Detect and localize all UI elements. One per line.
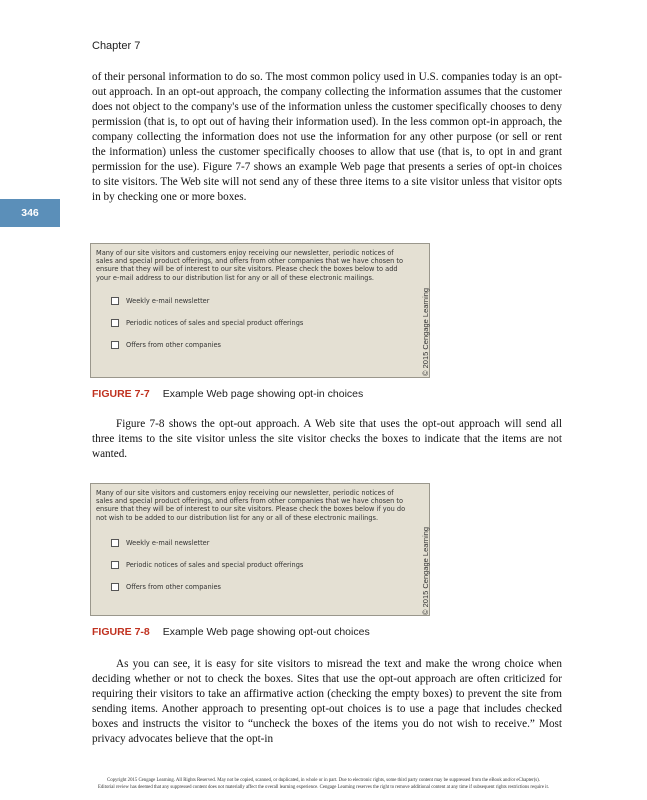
body-paragraph-figure-7-8: Figure 7-8 shows the opt-out approach. A Web site that uses the opt-out approach will send all three items to the site visitor unless the site visitor checks the boxes to indicate that the items are not wanted. (92, 418, 562, 460)
copyright-line-2: Editorial review has deemed that any suppressed content does not materially affect the overall learning experience. Cengage Learning reserves the right to remove additional content at any time if subsequent rights restrictions require it. (97, 784, 550, 790)
opt-out-newsletter-option[interactable] (111, 538, 424, 548)
opt-out-form-intro: Many of our site visitors and customers enjoy receiving our newsletter, periodic notices of sales and special product offerings, and offers from other companies that we have chosen to ensure that they will be of interest to our site visitors. Please check the boxes below if you do not wish to be added to our distribution list for any or all of these electronic mailings. (96, 489, 406, 522)
opt-out-sales-notices-option[interactable] (111, 560, 424, 570)
checkbox[interactable] (111, 561, 119, 569)
chapter-header: Chapter 7 (92, 40, 141, 52)
option-label: Weekly e-mail newsletter (126, 538, 210, 547)
figure-caption-text: Example Web page showing opt-in choices (162, 388, 364, 400)
figure-credit: © 2015 Cengage Learning (421, 526, 430, 615)
option-label: Periodic notices of sales and special product offerings (126, 560, 304, 569)
option-label: Offers from other companies (126, 340, 221, 349)
figure-7-8-opt-out-form (90, 483, 430, 616)
checkbox[interactable] (111, 319, 119, 327)
body-paragraph-misreading: As you can see, it is easy for site visitors to misread the text and make the wrong choice when deciding whether or not to check the boxes. Sites that use the opt-out approach are often criticized for requiring their visitors to take an affirmative action (checking the empty boxes) to prevent the site from sending items. Another approach to presenting opt-out choices is to use a page that includes checked boxes and instructs the visitor to “uncheck the boxes of the items you do not wish to receive.” Most privacy advocates believe that the opt-in (92, 658, 562, 745)
option-label: Periodic notices of sales and special product offerings (126, 318, 304, 327)
checkbox[interactable] (111, 583, 119, 591)
body-paragraph-opt-in-opt-out: of their personal information to do so. The most common policy used in U.S. companies today is an opt-out approach. In an opt-out approach, the company collecting the information assumes that the customer does not object to the company's use of the information unless the customer specifically chooses to deny permission (that is, to opt out of having their information used). In the less common opt-in approach, the company collecting the information does not use the information for any other purpose (or sell or rent the information) unless the customer specifically chooses to allow that use (that is, to opt in and grant permission for the use). Figure 7-7 shows an example Web page that presents a series of opt-in choices to site visitors. The Web site will not send any of these three items to a site visitor unless that visitor opts in by checking one or more boxes. (92, 71, 562, 203)
figure-caption-text: Example Web page showing opt-out choices (162, 626, 370, 638)
option-label: Offers from other companies (126, 582, 221, 591)
opt-in-form-intro: Many of our site visitors and customers enjoy receiving our newsletter, periodic notices of sales and special product offerings, and offers from other companies that we have chosen to ensure that they will be of interest to our site visitors. Please check the boxes below to add your e-mail address to our distribution list for any or all of these electronic mailings. (96, 249, 404, 282)
option-label: Weekly e-mail newsletter (126, 296, 210, 305)
figure-credit: © 2015 Cengage Learning (421, 287, 430, 376)
figure-7-8-caption (92, 626, 370, 638)
checkbox[interactable] (111, 297, 119, 305)
figure-7-7-caption (92, 388, 363, 400)
copyright-footer (0, 778, 647, 791)
checkbox[interactable] (111, 539, 119, 547)
checkbox[interactable] (111, 341, 119, 349)
figure-7-7-opt-in-form (90, 243, 430, 378)
figure-label: FIGURE 7-8 (92, 626, 150, 638)
opt-in-newsletter-option[interactable] (111, 296, 424, 306)
opt-in-other-offers-option[interactable] (111, 340, 424, 350)
copyright-line-1: Copyright 2015 Cengage Learning. All Rights Reserved. May not be copied, scanned, or duplicated, in whole or in part. Due to electronic rights, some third party content may be suppressed from the eBook and/or eChapter(s). (107, 778, 540, 783)
opt-in-sales-notices-option[interactable] (111, 318, 424, 328)
opt-out-other-offers-option[interactable] (111, 582, 424, 592)
figure-label: FIGURE 7-7 (92, 388, 150, 400)
page-number-tab: 346 (0, 199, 60, 227)
